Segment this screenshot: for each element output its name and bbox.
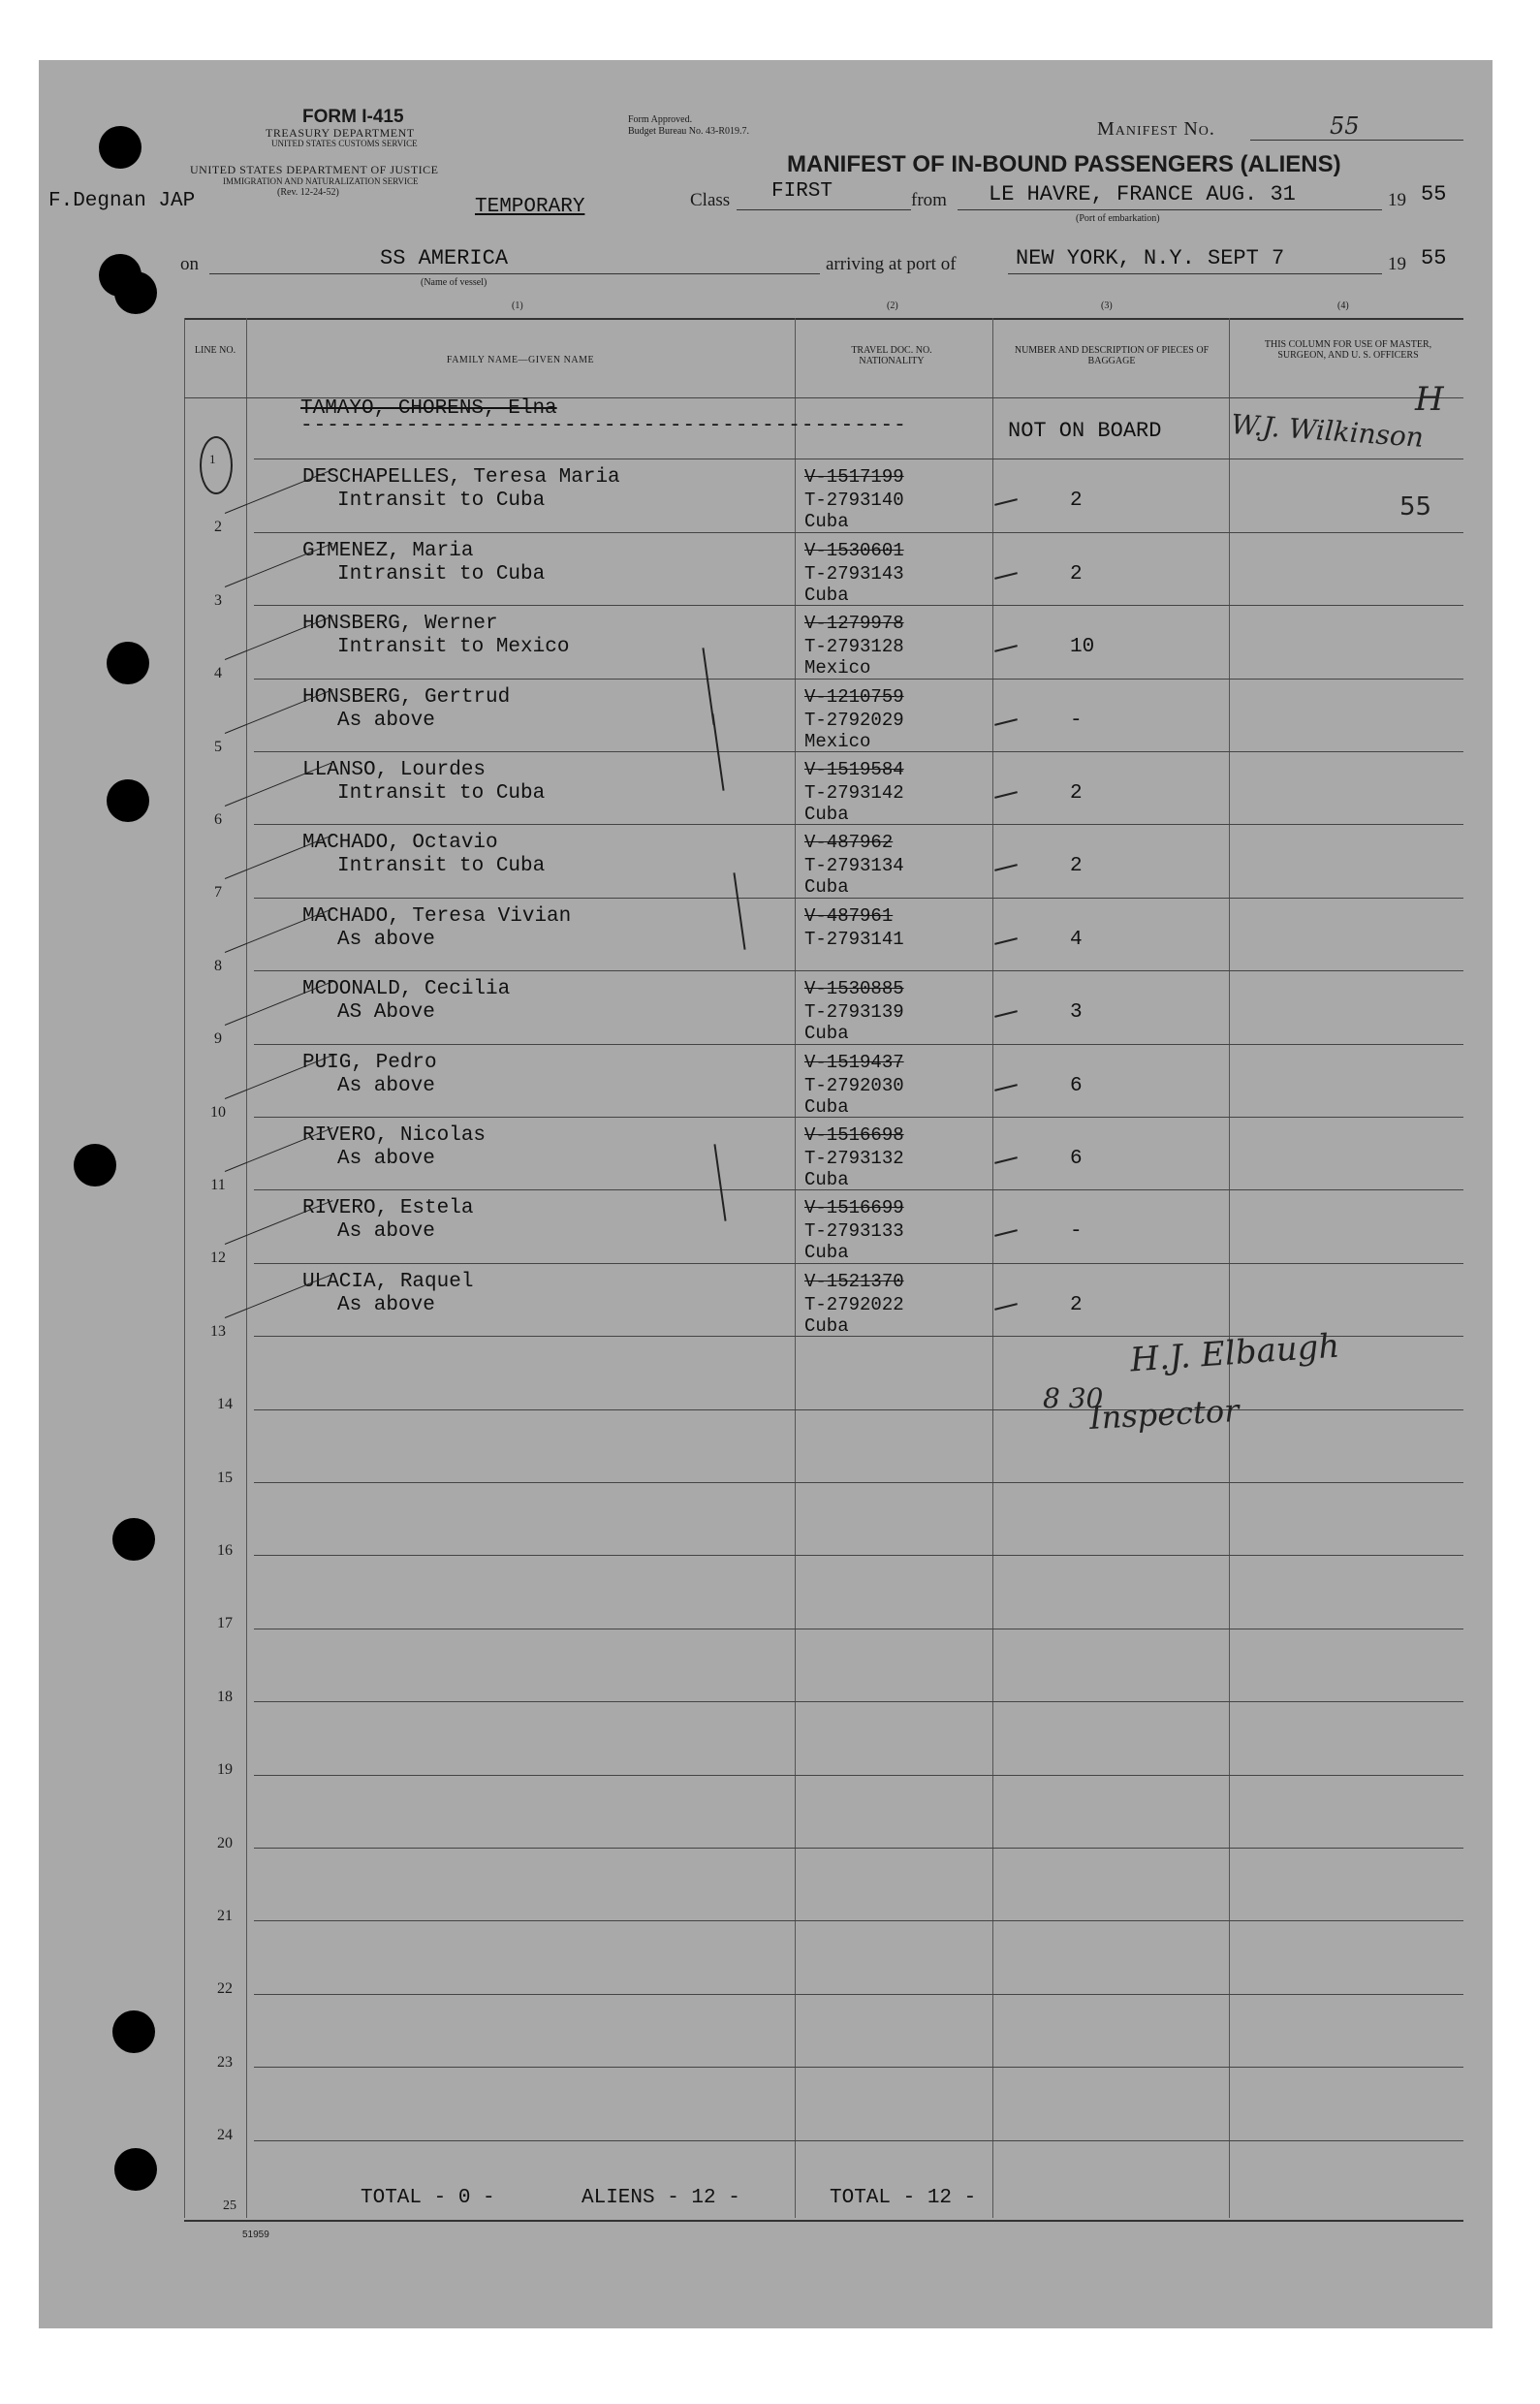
row-rule — [254, 970, 1463, 971]
officer-initials: H — [1415, 380, 1444, 419]
old-travel-doc: V-1279978 — [804, 613, 904, 634]
customs-label: UNITED STATES CUSTOMS SERVICE — [271, 139, 418, 148]
inspector-title: Inspector — [1088, 1391, 1241, 1438]
form-code: 51959 — [242, 2230, 269, 2240]
row-rule — [254, 532, 1463, 533]
passenger-detail: Intransit to Cuba — [337, 490, 546, 512]
baggage-count: 10 — [1070, 636, 1095, 658]
passenger-detail: Intransit to Cuba — [337, 782, 546, 805]
line-number: 16 — [217, 1542, 233, 1559]
row-rule — [254, 1920, 1463, 1921]
nationality: Mexico — [804, 657, 871, 679]
arrival-underline — [1008, 273, 1382, 274]
row-rule — [254, 1555, 1463, 1556]
line-number: 11 — [210, 1177, 226, 1193]
line-number: 18 — [217, 1689, 233, 1705]
line-number: 22 — [217, 1980, 233, 1997]
passenger-name: ULACIA, Raquel — [302, 1271, 474, 1293]
total-aliens: ALIENS - 12 - — [581, 2187, 740, 2209]
from-year: 55 — [1421, 182, 1447, 206]
passenger-detail: As above — [337, 1075, 435, 1097]
nationality: Cuba — [804, 1315, 849, 1337]
inspector-signature: H.J. Elbaugh — [1128, 1326, 1341, 1380]
nationality: Cuba — [804, 1096, 849, 1118]
nationality: Cuba — [804, 876, 849, 898]
baggage-count: - — [1070, 1220, 1083, 1243]
line-number: 13 — [210, 1323, 226, 1340]
punch-hole — [112, 1518, 155, 1561]
baggage-count: 2 — [1070, 782, 1083, 805]
inspector-time: 8 30 — [1043, 1382, 1104, 1414]
col-divider — [184, 318, 185, 2218]
row-rule — [254, 1044, 1463, 1045]
passenger-name: HONSBERG, Gertrud — [302, 686, 511, 709]
baggage-count: 2 — [1070, 490, 1083, 512]
manifest-no-label: Manifest No. — [1097, 118, 1215, 140]
old-travel-doc: V-487961 — [804, 905, 894, 927]
row-rule — [254, 1189, 1463, 1190]
temporary-stamp: TEMPORARY — [475, 196, 585, 218]
row-rule — [254, 1701, 1463, 1702]
baggage-count: - — [1070, 710, 1083, 732]
class-value: FIRST — [771, 180, 833, 203]
travel-doc: T-2793132 — [804, 1148, 904, 1169]
line-number: 21 — [217, 1908, 233, 1924]
col-num-2: (2) — [887, 300, 898, 311]
line-number: 6 — [214, 811, 222, 828]
line-number: 9 — [214, 1030, 222, 1047]
officer-note: 55 — [1399, 492, 1432, 522]
passenger-detail: As above — [337, 1294, 435, 1316]
row-rule — [254, 1263, 1463, 1264]
travel-doc: T-2793139 — [804, 1001, 904, 1023]
form-number: FORM I-415 — [302, 107, 404, 127]
not-on-board-status: NOT ON BOARD — [1008, 419, 1162, 443]
nationality: Cuba — [804, 1023, 849, 1044]
from-year-prefix: 19 — [1388, 190, 1406, 210]
col-header-line: LINE NO. — [194, 345, 236, 356]
line-number: 10 — [210, 1104, 226, 1121]
approval-line-2: Budget Bureau No. 43-R019.7. — [628, 126, 749, 137]
line-1-circle — [200, 436, 233, 494]
line-number: 20 — [217, 1835, 233, 1851]
manifest-no-underline — [1250, 140, 1463, 141]
old-travel-doc: V-1519437 — [804, 1052, 904, 1073]
vessel-underline — [209, 273, 820, 274]
vessel-caption: (Name of vessel) — [421, 277, 487, 288]
manifest-no-value: 55 — [1330, 112, 1360, 140]
arrival-value: NEW YORK, N.Y. SEPT 7 — [1016, 246, 1285, 270]
line-number: 4 — [214, 665, 222, 681]
passenger-detail: As above — [337, 710, 435, 732]
immigration-label: IMMIGRATION AND NATURALIZATION SERVICE — [223, 176, 419, 186]
passenger-detail: As above — [337, 1148, 435, 1170]
col-header-baggage: NUMBER AND DESCRIPTION OF PIECES OF BAGGAGE — [1014, 345, 1210, 366]
line-number: 5 — [214, 739, 222, 755]
row-rule — [254, 1117, 1463, 1118]
line-number: 1 — [209, 452, 216, 466]
punch-hole — [74, 1144, 116, 1186]
page-title: MANIFEST OF IN-BOUND PASSENGERS (ALIENS) — [787, 151, 1341, 177]
from-label: from — [911, 190, 947, 210]
line-number: 14 — [217, 1396, 233, 1412]
not-on-board-name: TAMAYO, CHORENS, Elna — [300, 397, 557, 420]
punch-hole — [114, 271, 157, 314]
col-num-3: (3) — [1101, 300, 1113, 311]
line-number: 25 — [223, 2198, 236, 2213]
row-rule — [254, 1482, 1463, 1483]
punch-hole — [112, 2010, 155, 2053]
row-rule — [254, 679, 1463, 680]
line-number: 12 — [210, 1249, 226, 1266]
row-rule — [254, 2067, 1463, 2068]
arriving-label: arriving at port of — [826, 254, 957, 274]
line-number: 23 — [217, 2054, 233, 2071]
nationality: Cuba — [804, 585, 849, 606]
col-header-travel-doc: TRAVEL DOC. NO. NATIONALITY — [851, 345, 932, 366]
nationality: Cuba — [804, 1169, 849, 1190]
line-number: 8 — [214, 958, 222, 974]
col-divider — [795, 318, 796, 2218]
not-on-board-dashes: ---------------------------------------------- — [300, 415, 907, 437]
punch-hole — [107, 779, 149, 822]
passenger-detail: Intransit to Mexico — [337, 636, 570, 658]
baggage-count: 6 — [1070, 1148, 1083, 1170]
class-label: Class — [690, 190, 731, 210]
col-header-name: FAMILY NAME—GIVEN NAME — [446, 355, 595, 365]
row-rule — [254, 2140, 1463, 2141]
baggage-count: 6 — [1070, 1075, 1083, 1097]
baggage-count: 2 — [1070, 1294, 1083, 1316]
travel-doc: T-2793133 — [804, 1220, 904, 1242]
line-number: 3 — [214, 592, 222, 609]
col-header-officers: THIS COLUMN FOR USE OF MASTER, SURGEON, AND U. S. OFFICERS — [1264, 339, 1432, 361]
officer-name: F.Degnan JAP — [48, 190, 196, 212]
row-rule — [254, 898, 1463, 899]
punch-hole — [114, 2148, 157, 2191]
travel-doc: T-2793142 — [804, 782, 904, 804]
passenger-name: GIMENEZ, Maria — [302, 540, 474, 562]
passenger-name: DESCHAPELLES, Teresa Maria — [302, 466, 620, 489]
total-passengers: TOTAL - 12 - — [830, 2187, 977, 2209]
baggage-count: 2 — [1070, 563, 1083, 585]
old-travel-doc: V-1530601 — [804, 540, 904, 561]
total-zero: TOTAL - 0 - — [361, 2187, 495, 2209]
col-divider — [246, 318, 247, 2218]
passenger-detail: Intransit to Cuba — [337, 563, 546, 585]
passenger-name: RIVERO, Estela — [302, 1197, 474, 1219]
col-num-1: (1) — [512, 300, 523, 311]
travel-doc: T-2792029 — [804, 710, 904, 731]
arrival-year: 55 — [1421, 246, 1447, 270]
old-travel-doc: V-1210759 — [804, 686, 904, 708]
embarkation-caption: (Port of embarkation) — [1076, 213, 1160, 224]
old-travel-doc: V-1521370 — [804, 1271, 904, 1292]
line-number: 15 — [217, 1470, 233, 1486]
old-travel-doc: V-1516698 — [804, 1124, 904, 1146]
nationality: Mexico — [804, 731, 871, 752]
officer-signature: W.J. Wilkinson — [1230, 408, 1425, 454]
col-num-4: (4) — [1337, 300, 1349, 311]
passenger-name: RIVERO, Nicolas — [302, 1124, 487, 1147]
nationality: Cuba — [804, 804, 849, 825]
nationality: Cuba — [804, 511, 849, 532]
travel-doc: T-2793141 — [804, 929, 904, 950]
vessel-name: SS AMERICA — [380, 246, 509, 270]
baggage-count: 2 — [1070, 855, 1083, 877]
travel-doc: T-2793140 — [804, 490, 904, 511]
line-number: 24 — [217, 2127, 233, 2143]
travel-doc: T-2792030 — [804, 1075, 904, 1096]
row-rule — [254, 824, 1463, 825]
class-underline — [737, 209, 911, 210]
travel-doc: T-2792022 — [804, 1294, 904, 1315]
passenger-detail: As above — [337, 929, 435, 951]
passenger-name: PUIG, Pedro — [302, 1052, 437, 1074]
passenger-name: MACHADO, Octavio — [302, 832, 498, 854]
baggage-count: 3 — [1070, 1001, 1083, 1024]
old-travel-doc: V-1517199 — [804, 466, 904, 488]
punch-hole — [107, 642, 149, 684]
col-divider — [992, 318, 993, 2218]
from-value: LE HAVRE, FRANCE AUG. 31 — [989, 182, 1296, 206]
col-divider — [1229, 318, 1230, 2218]
passenger-detail: Intransit to Cuba — [337, 855, 546, 877]
approval-line-1: Form Approved. — [628, 114, 693, 125]
passenger-detail: As above — [337, 1220, 435, 1243]
revision-label: (Rev. 12-24-52) — [277, 187, 339, 198]
justice-label: UNITED STATES DEPARTMENT OF JUSTICE — [190, 163, 439, 176]
from-underline — [958, 209, 1382, 210]
row-rule — [254, 1409, 1463, 1410]
arrival-year-prefix: 19 — [1388, 254, 1406, 274]
passenger-name: LLANSO, Lourdes — [302, 759, 487, 781]
old-travel-doc: V-1519584 — [804, 759, 904, 780]
punch-hole — [99, 126, 141, 169]
line-number: 19 — [217, 1761, 233, 1778]
nationality: Cuba — [804, 1242, 849, 1263]
old-travel-doc: V-1530885 — [804, 978, 904, 999]
passenger-name: HONSBERG, Werner — [302, 613, 498, 635]
line-number: 7 — [214, 884, 222, 901]
travel-doc: T-2793143 — [804, 563, 904, 585]
old-travel-doc: V-1516699 — [804, 1197, 904, 1218]
travel-doc: T-2793134 — [804, 855, 904, 876]
old-travel-doc: V-487962 — [804, 832, 894, 853]
travel-doc: T-2793128 — [804, 636, 904, 657]
line-number: 2 — [214, 519, 222, 535]
baggage-count: 4 — [1070, 929, 1083, 951]
row-rule — [254, 605, 1463, 606]
line-number: 17 — [217, 1615, 233, 1631]
passenger-name: MACHADO, Teresa Vivian — [302, 905, 572, 928]
row-rule — [254, 1994, 1463, 1995]
treasury-label: TREASURY DEPARTMENT — [266, 126, 415, 140]
row-rule — [254, 1775, 1463, 1776]
row-rule — [254, 1848, 1463, 1849]
passenger-detail: AS Above — [337, 1001, 435, 1024]
passenger-name: MCDONALD, Cecilia — [302, 978, 511, 1000]
on-label: on — [180, 254, 199, 274]
